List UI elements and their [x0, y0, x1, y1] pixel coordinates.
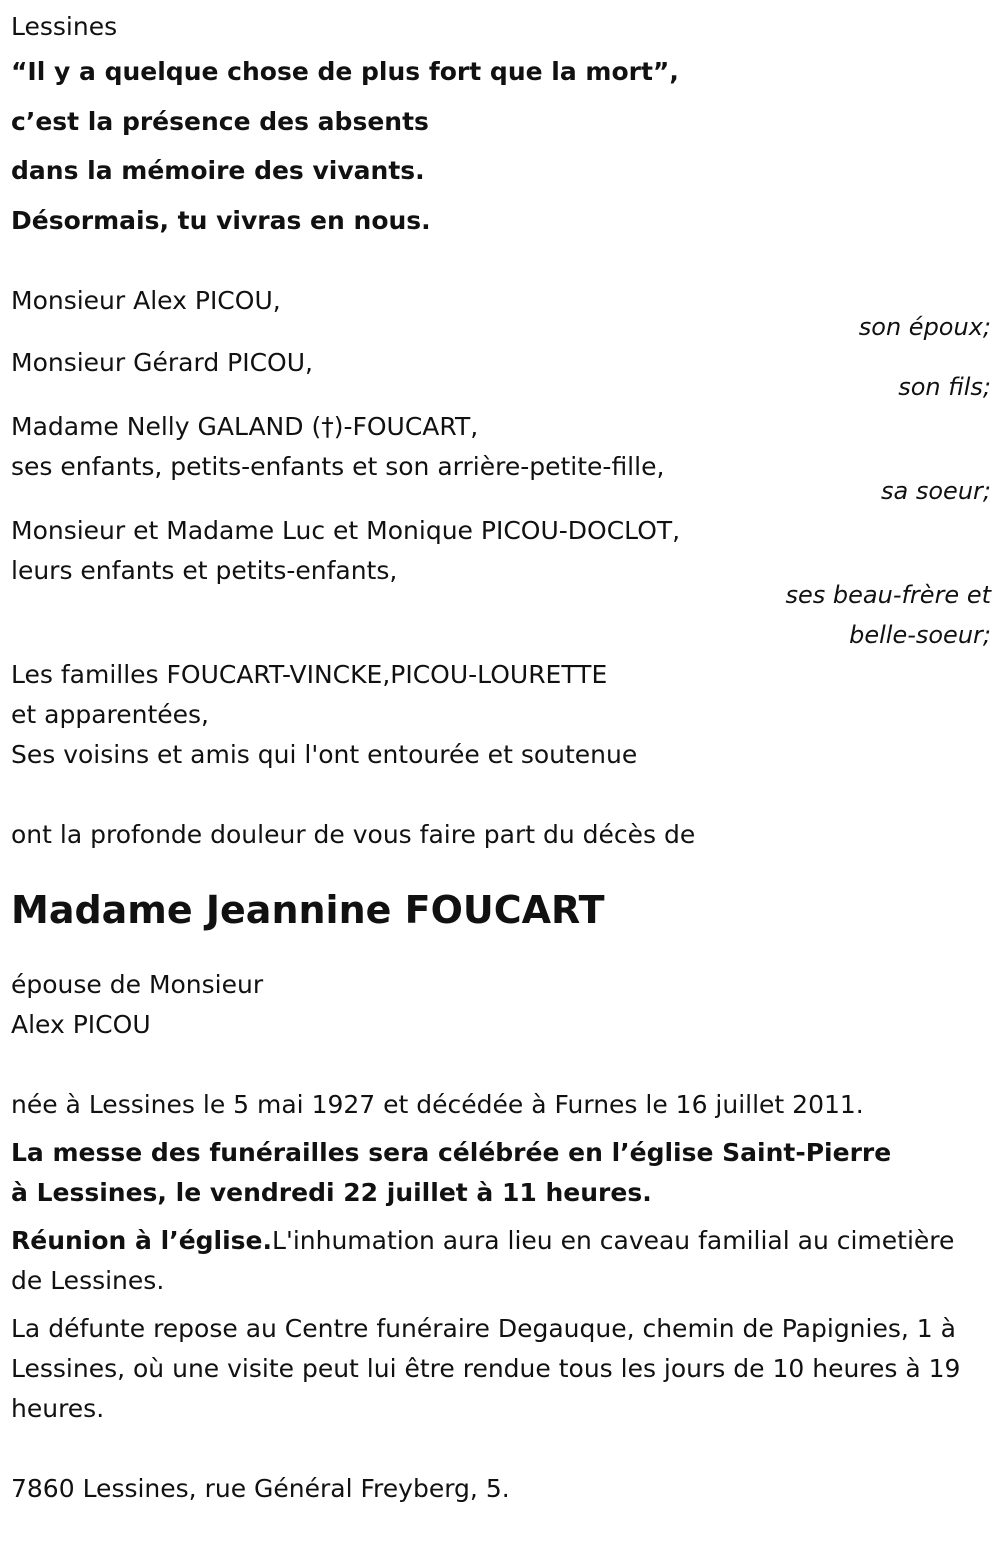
- family-entry: [11, 343, 991, 407]
- others-line: Les familles FOUCART-VINCKE,PICOU-LOURETTE: [11, 660, 608, 689]
- family-name: Madame Nelly GALAND (†)-FOUCART,: [11, 412, 479, 441]
- family-detail: leurs enfants et petits-enfants,: [11, 556, 398, 585]
- quote-line: “Il y a quelque chose de plus fort que la mort”,: [11, 57, 679, 86]
- announcement: ont la profonde douleur de vous faire part du décès de: [11, 820, 696, 849]
- reunion-bold: Réunion à l’église.: [11, 1226, 273, 1255]
- spouse-line: épouse de Monsieur: [11, 970, 264, 999]
- birth-death: née à Lessines le 5 mai 1927 et décédée à Furnes le 16 juillet 2011.: [11, 1090, 864, 1119]
- family-relation: belle-soeur;: [849, 621, 991, 649]
- family-entry: [11, 407, 991, 511]
- spouse-block: [11, 965, 991, 1045]
- family-name: Monsieur et Madame Luc et Monique PICOU-DOCLOT,: [11, 516, 681, 545]
- deceased-name: Madame Jeannine FOUCART: [11, 888, 605, 932]
- quote-line: c’est la présence des absents: [11, 106, 429, 136]
- quote-block: [11, 47, 991, 245]
- family-list: [11, 281, 991, 655]
- family-relation: ses beau-frère et: [785, 581, 991, 609]
- address: 7860 Lessines, rue Général Freyberg, 5.: [11, 1474, 510, 1503]
- family-relation: son époux;: [858, 313, 991, 341]
- others-line: Ses voisins et amis qui l'ont entourée et soutenue: [11, 740, 638, 769]
- reunion-rest: L'inhumation aura lieu en caveau familial au cimetière de Lessines.: [11, 1226, 955, 1295]
- family-entry: [11, 511, 991, 655]
- reunion-paragraph: [11, 1221, 991, 1301]
- obituary-notice: [11, 7, 991, 1509]
- family-relation: sa soeur;: [881, 477, 991, 505]
- quote-line: Désormais, tu vivras en nous.: [11, 205, 431, 235]
- funeral-mass: La messe des funérailles sera célébrée en l’église Saint-Pierre à Lessines, le vendredi 22 juillet à 11 heures.: [11, 1138, 892, 1207]
- family-name: Monsieur Gérard PICOU,: [11, 348, 313, 377]
- others-block: [11, 655, 991, 775]
- family-relation: son fils;: [898, 373, 991, 401]
- city-heading: Lessines: [11, 12, 118, 41]
- family-detail: ses enfants, petits-enfants et son arrière-petite-fille,: [11, 452, 665, 481]
- repose-paragraph: La défunte repose au Centre funéraire Degauque, chemin de Papignies, 1 à Lessines, où une visite peut lui être rendue tous les jours de 10 heures à 19 heures.: [11, 1314, 961, 1423]
- family-entry: [11, 281, 991, 347]
- family-name: Monsieur Alex PICOU,: [11, 286, 281, 315]
- spouse-line: Alex PICOU: [11, 1010, 151, 1039]
- quote-line: dans la mémoire des vivants.: [11, 156, 425, 185]
- others-line: et apparentées,: [11, 700, 209, 729]
